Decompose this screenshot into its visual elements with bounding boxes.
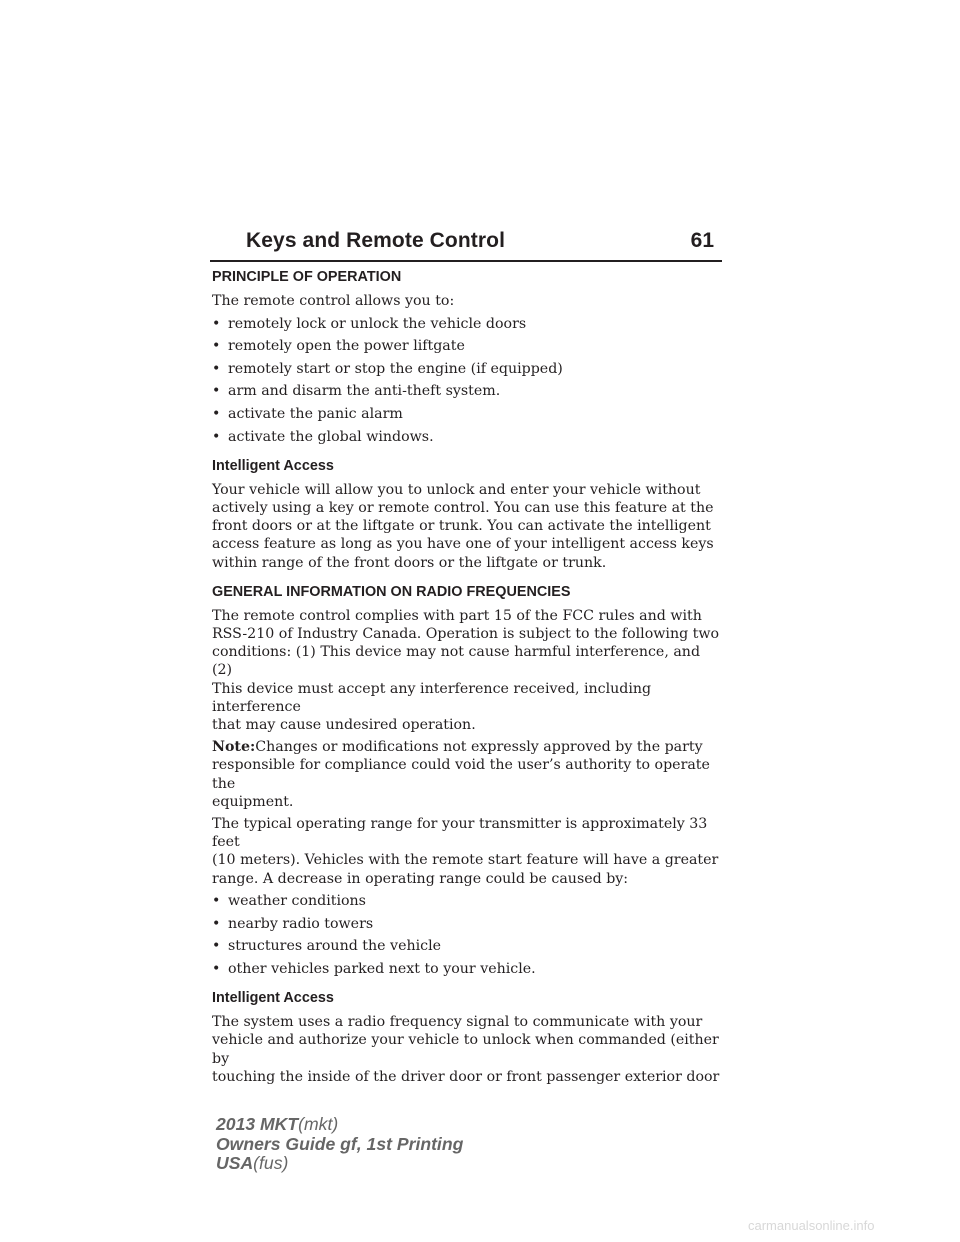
principle-intro: The remote control allows you to: <box>212 293 455 309</box>
intelligent-access-paragraph: Your vehicle will allow you to unlock and enter your vehicle without actively using a key or remote control. You can use this feature at the front doors or at the liftgate or trunk. You can activate the intelligent access feature as long as you have one of your intelligent access keys within range of the front doors or the liftgate or trunk. <box>212 481 714 571</box>
bullet-icon: • <box>212 383 221 400</box>
print-footer <box>216 1115 463 1174</box>
footer-line-1: 2013 MKT(mkt) <box>216 1114 339 1134</box>
bullet-icon: • <box>212 893 221 910</box>
note-paragraph: Note:Changes or modifications not expressly approved by the party responsible for compliance could void the user’s authority to operate the equipment. <box>212 739 710 810</box>
list-item: • remotely open the power liftgate <box>212 338 465 355</box>
bullet-icon: • <box>212 405 221 422</box>
bullet-icon: • <box>212 428 221 445</box>
bullet-icon: • <box>212 961 221 977</box>
list-item: • activate the panic alarm <box>212 405 403 422</box>
footer-line-3: USA(fus) <box>216 1153 289 1173</box>
bullet-icon: • <box>212 915 221 932</box>
principle-heading: PRINCIPLE OF OPERATION <box>212 269 402 285</box>
list-item: • weather conditions <box>212 893 366 910</box>
range-factors-list <box>212 892 724 978</box>
intelligent-access-heading-2: Intelligent Access <box>212 990 334 1007</box>
intelligent-access-paragraph-2: The system uses a radio frequency signal to communicate with your vehicle and authorize your vehicle to unlock when commanded (either by touching the inside of the driver door or front passenger exterior door <box>212 1014 720 1085</box>
list-item: • remotely lock or unlock the vehicle doors <box>212 315 527 332</box>
list-item: • structures around the vehicle <box>212 938 442 955</box>
bullet-icon: • <box>212 360 221 377</box>
note-label: Note: <box>212 739 256 756</box>
list-item: • activate the global windows. <box>212 428 434 445</box>
principle-list <box>212 315 724 446</box>
list-item: • nearby radio towers <box>212 915 374 932</box>
list-item: • arm and disarm the anti-theft system. <box>212 383 501 400</box>
list-item: • other vehicles parked next to your vehicle. <box>212 961 536 977</box>
page-number: 61 <box>690 229 714 252</box>
radio-frequencies-heading: GENERAL INFORMATION ON RADIO FREQUENCIES <box>212 583 571 600</box>
footer-line-2: Owners Guide gf, 1st Printing <box>216 1133 464 1154</box>
radio-frequencies-paragraph: The remote control complies with part 15 of the FCC rules and with RSS-210 of Industry Canada. Operation is subject to the following two conditions: (1) This device may not cause harmful interference, and (2) This device must accept any interference received, including interference that may cause undesired operation. <box>212 607 720 733</box>
bullet-icon: • <box>212 315 221 332</box>
operating-range-paragraph: The typical operating range for your transmitter is approximately 33 feet (10 meters). Vehicles with the remote start feature will have a greater range. A decrease in operating range could be caused by: <box>212 816 719 887</box>
page-content <box>212 266 724 1086</box>
watermark: carmanualsonline.info <box>748 1218 875 1233</box>
bullet-icon: • <box>212 338 221 355</box>
bullet-icon: • <box>212 938 221 955</box>
list-item: • remotely start or stop the engine (if equipped) <box>212 360 563 377</box>
intelligent-access-heading: Intelligent Access <box>212 457 334 474</box>
page-header <box>210 226 722 262</box>
chapter-title: Keys and Remote Control <box>246 229 506 252</box>
